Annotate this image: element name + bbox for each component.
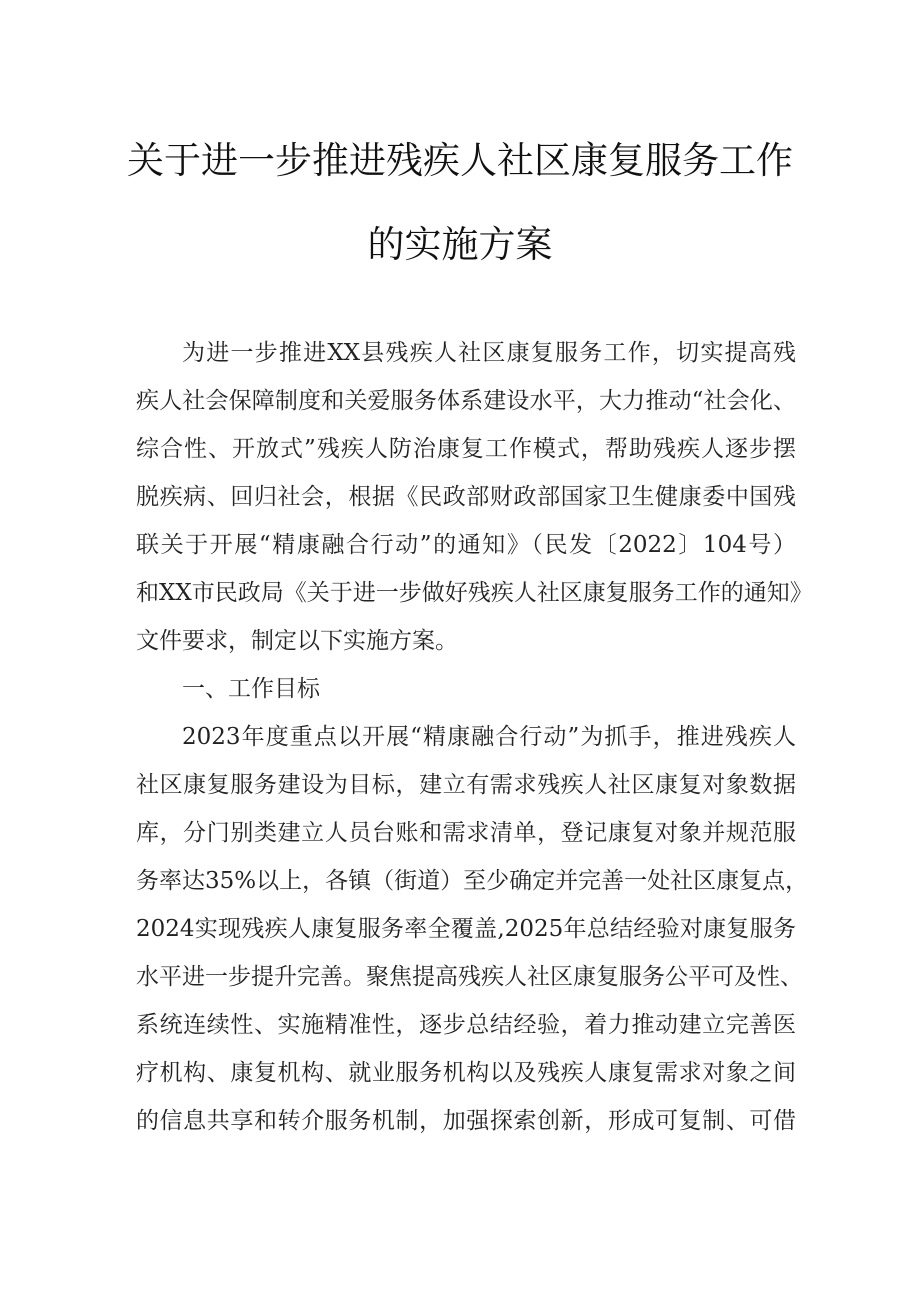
document-title-line-2: 的实施方案	[367, 223, 553, 266]
paragraph-line: 和XX市民政局《关于进一步做好残疾人社区康复服务工作的通知》	[136, 580, 813, 606]
paragraph-line: 疗机构、康复机构、就业服务机构以及残疾人康复需求对象之间	[136, 1060, 796, 1086]
paragraph-line: 社区康复服务建设为目标，建立有需求残疾人社区康复对象数据	[136, 772, 796, 798]
paragraph-line: 2024实现残疾人康复服务率全覆盖,2025年总结经验对康复服务	[136, 916, 796, 942]
paragraph-line: 库，分门别类建立人员台账和需求清单，登记康复对象并规范服	[136, 820, 796, 846]
paragraph-line: 综合性、开放式”残疾人防治康复工作模式，帮助残疾人逐步摆	[136, 436, 796, 462]
paragraph-line: 2023年度重点以开展“精康融合行动”为抓手，推进残疾人	[182, 724, 796, 750]
paragraph-intro	[136, 329, 813, 665]
paragraph-line: 为进一步推进XX县残疾人社区康复服务工作，切实提高残	[182, 340, 796, 366]
document-title-line-1: 关于进一步推进残疾人社区康复服务工作	[127, 139, 793, 182]
section-heading: 一、工作目标	[182, 676, 320, 702]
paragraph-line: 水平进一步提升完善。聚焦提高残疾人社区康复服务公平可及性、	[136, 964, 803, 990]
paragraph-line: 系统连续性、实施精准性，逐步总结经验，着力推动建立完善医	[136, 1012, 796, 1038]
paragraph-line: 疾人社会保障制度和关爱服务体系建设水平，大力推动“社会化、	[136, 388, 796, 414]
paragraph-line: 联关于开展“精康融合行动”的通知》（民发〔2022〕104号）	[136, 532, 796, 558]
section-heading-block	[136, 665, 796, 713]
paragraph-line: 务率达35%以上，各镇（街道）至少确定并完善一处社区康复点，	[136, 868, 809, 894]
paragraph-line: 的信息共享和转介服务机制，加强探索创新，形成可复制、可借	[136, 1108, 796, 1134]
paragraph-line: 文件要求，制定以下实施方案。	[136, 628, 458, 654]
paragraph-goals	[136, 713, 809, 1145]
paragraph-line: 脱疾病、回归社会，根据《民政部财政部国家卫生健康委中国残	[136, 484, 796, 510]
